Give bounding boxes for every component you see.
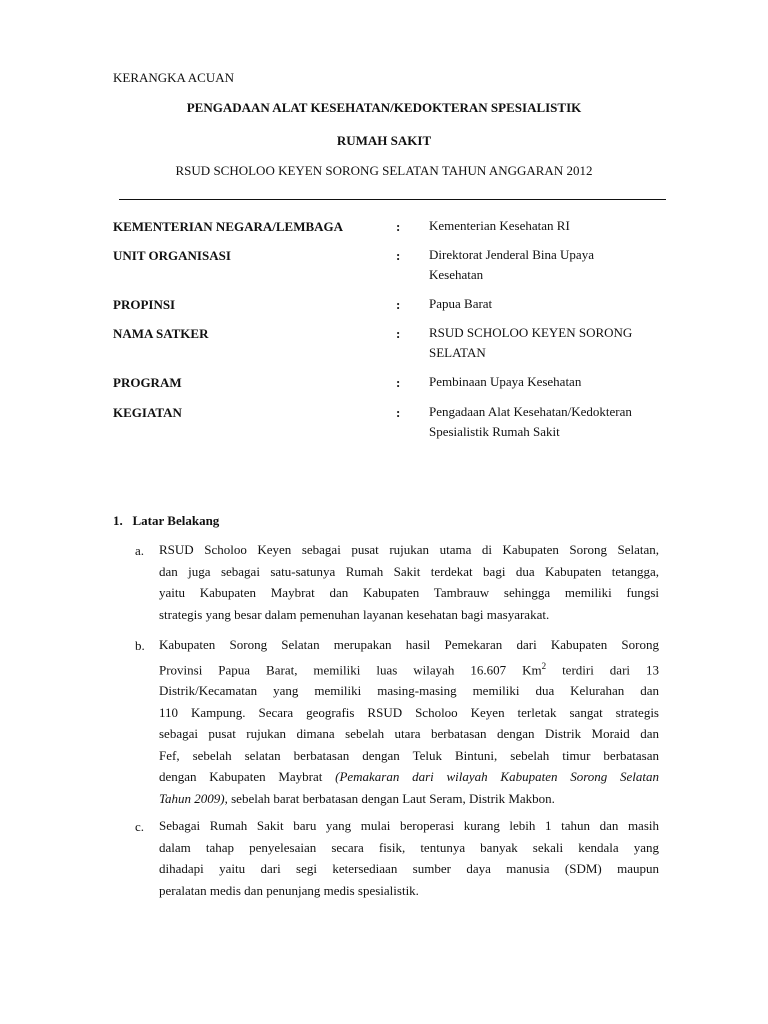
italic-run: Tahun 2009), — [159, 790, 228, 806]
paragraph-line: peralatan medis dan penunjang medis spesialistik. — [159, 882, 419, 898]
paragraph-line: dihadapi yaitu dari segi ketersediaan sumber daya manusia (SDM) maupun — [159, 861, 659, 876]
paragraph-line — [159, 766, 659, 788]
paragraph-line: dan juga sebagai satu-satunya Rumah Sakit terdekat bagi dua Kabupaten tetangga, — [159, 563, 659, 579]
list-marker: a. — [135, 543, 145, 558]
institution-line: RSUD SCHOLOO KEYEN SORONG SELATAN TAHUN ANGGARAN 2012 — [175, 163, 593, 178]
list-marker: c. — [135, 819, 145, 834]
info-label: KEMENTERIAN NEGARA/LEMBAGA — [113, 219, 344, 234]
info-value-line: Pembinaan Upaya Kesehatan — [429, 374, 582, 389]
info-label: UNIT ORGANISASI — [113, 248, 231, 263]
info-value — [429, 372, 664, 392]
section-heading: 1. Latar Belakang — [113, 513, 220, 528]
info-value-line: Direktorat Jenderal Bina Upaya — [429, 247, 594, 262]
info-value-line: RSUD SCHOLOO KEYEN SORONG — [429, 325, 633, 340]
paragraph-line: dalam tahap penyelesaian secara fisik, tentunya banyak sekali kendala yang — [159, 839, 659, 855]
info-colon: : — [396, 326, 401, 341]
italic-run: (Pemakaran dari wilayah Kabupaten Sorong Selatan — [335, 769, 660, 785]
info-value — [429, 245, 664, 285]
paragraph-line: RSUD Scholoo Keyen sebagai pusat rujukan utama di Kabupaten Sorong Selatan, — [159, 542, 659, 557]
text-run: Provinsi Papua Barat, memiliki luas wilayah 16.607 Km — [159, 661, 542, 677]
info-value-line: Spesialistik Rumah Sakit — [429, 424, 560, 439]
info-value — [429, 323, 664, 363]
paragraph-line: Fef, sebelah selatan berbatasan dengan Teluk Bintuni, sebelah timur berbatasan — [159, 747, 659, 763]
info-value — [429, 294, 664, 314]
info-colon: : — [396, 297, 401, 312]
info-label: NAMA SATKER — [113, 326, 209, 341]
document-subtitle: RUMAH SAKIT — [336, 133, 432, 148]
list-item-paragraph — [159, 815, 659, 901]
document-title: PENGADAAN ALAT KESEHATAN/KEDOKTERAN SPESIALISTIK — [186, 100, 582, 115]
info-value-line: Papua Barat — [429, 296, 493, 311]
info-value-line: Kesehatan — [429, 267, 484, 282]
info-label: KEGIATAN — [113, 405, 182, 420]
paragraph-line: strategis yang besar dalam pemenuhan layanan kesehatan bagi masyarakat. — [159, 606, 550, 622]
paragraph-line: Distrik/Kecamatan yang memiliki masing-masing memiliki dua Kelurahan dan — [159, 683, 659, 699]
info-value — [429, 402, 664, 442]
paragraph-line: Kabupaten Sorong Selatan merupakan hasil Pemekaran dari Kabupaten Sorong — [159, 637, 659, 652]
info-colon: : — [396, 248, 401, 263]
paragraph-line: Sebagai Rumah Sakit baru yang mulai beroperasi kurang lebih 1 tahun dan masih — [159, 818, 659, 833]
document-label: KERANGKA ACUAN — [113, 70, 234, 85]
info-label: PROGRAM — [113, 375, 182, 390]
info-label: PROPINSI — [113, 297, 176, 312]
paragraph-line: yaitu Kabupaten Maybrat dan Kabupaten Tambrauw sehingga memiliki fungsi — [159, 585, 659, 600]
info-value-line: Pengadaan Alat Kesehatan/Kedokteran — [429, 404, 632, 419]
superscript: 2 — [541, 660, 547, 671]
paragraph-line: 110 Kampung. Secara geografis RSUD Scholoo Keyen terletak sangat strategis — [159, 704, 659, 720]
list-item-paragraph — [159, 634, 659, 809]
paragraph-line: sebagai pusat rujukan dimana sebelah utara berbatasan dengan Distrik Moraid dan — [159, 726, 659, 742]
text-run: sebelah barat berbatasan dengan Laut Seram, Distrik Makbon. — [227, 790, 555, 806]
info-colon: : — [396, 219, 401, 234]
paragraph-line — [159, 656, 659, 681]
info-value-line: SELATAN — [429, 345, 486, 360]
paragraph-line — [159, 788, 659, 810]
list-item-paragraph — [159, 539, 659, 625]
text-run: dengan Kabupaten Maybrat — [159, 769, 336, 785]
info-value-line: Kementerian Kesehatan RI — [429, 218, 570, 233]
list-marker: b. — [135, 638, 145, 653]
info-value — [429, 216, 664, 236]
text-run: terdiri dari 13 — [546, 661, 659, 677]
info-colon: : — [396, 375, 401, 390]
header-divider — [119, 199, 666, 200]
info-colon: : — [396, 405, 401, 420]
